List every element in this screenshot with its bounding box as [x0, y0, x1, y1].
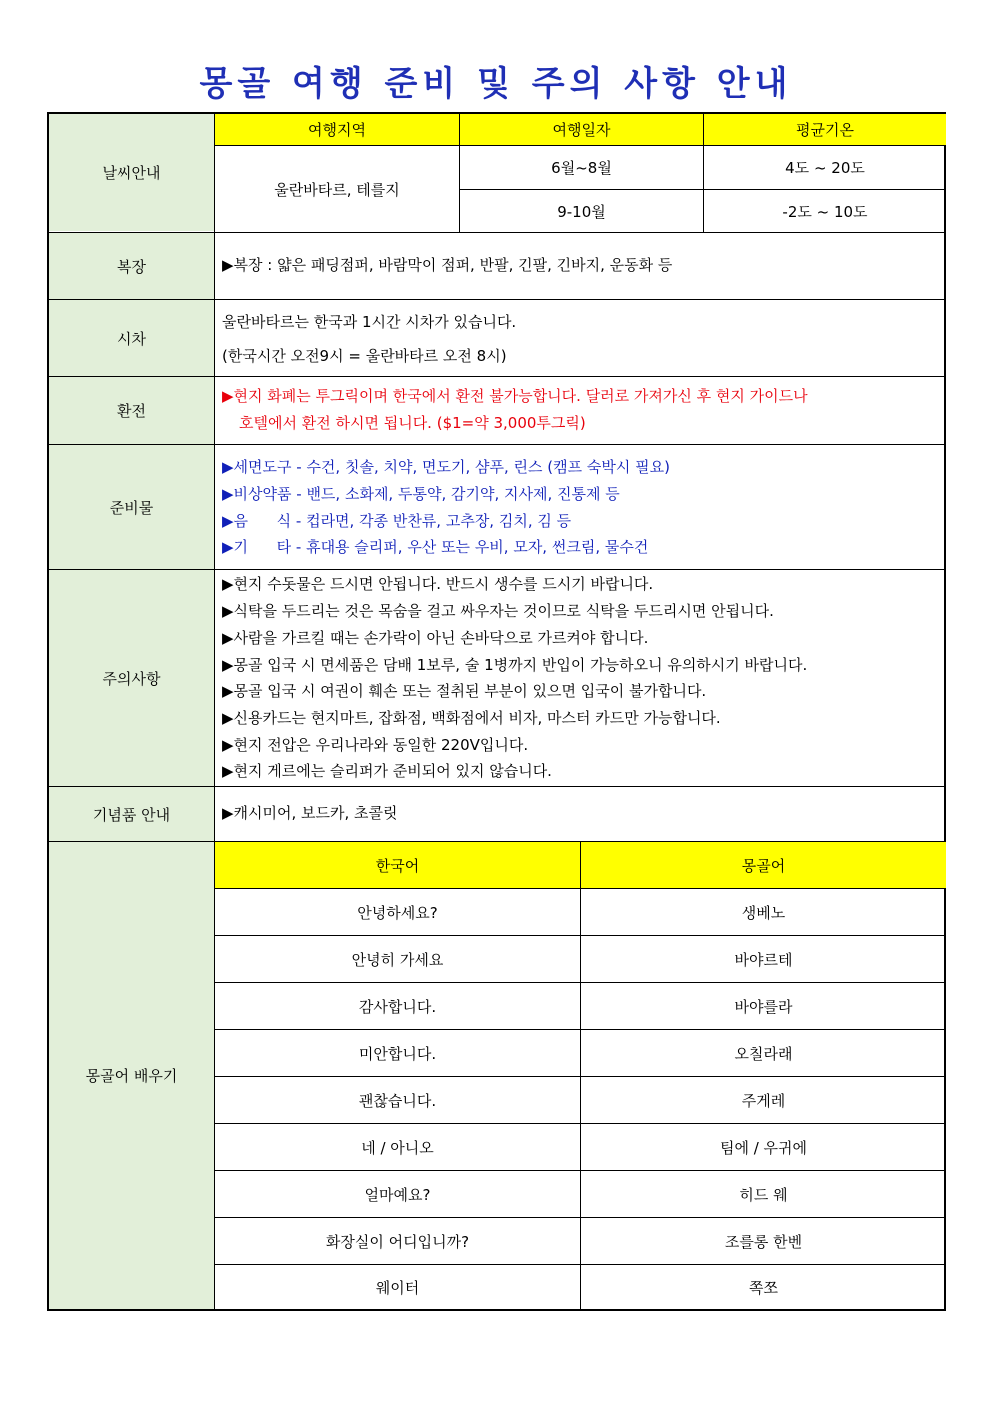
- caution-line: ▶현지 게르에는 슬리퍼가 준비되어 있지 않습니다.: [222, 762, 552, 780]
- column-divider: [703, 114, 704, 232]
- section-divider: [49, 569, 946, 570]
- caution-line: ▶현지 전압은 우리나라와 동일한 220V입니다.: [222, 736, 529, 754]
- phrase-mongolian: 생베노: [741, 903, 786, 922]
- temp-autumn: -2도 ~ 10도: [782, 202, 868, 221]
- phrase-korean: 감사합니다.: [358, 997, 437, 1016]
- caution-line: ▶신용카드는 현지마트, 잡화점, 백화점에서 비자, 마스터 카드만 가능합니다.: [222, 709, 721, 727]
- date-autumn: 9-10월: [557, 202, 606, 221]
- phrase-korean: 미안합니다.: [358, 1044, 437, 1063]
- time-diff-label: 시차: [49, 300, 214, 376]
- phrase-korean: 얼마예요?: [364, 1185, 431, 1204]
- exchange-label: 환전: [49, 377, 214, 444]
- header-korean: 한국어: [215, 842, 580, 888]
- phrases-label: 몽골어 배우기: [49, 842, 214, 1309]
- caution-line: ▶현지 수돗물은 드시면 안됩니다. 반드시 생수를 드시기 바랍니다.: [222, 575, 654, 593]
- temp-summer: 4도 ~ 20도: [785, 158, 865, 177]
- section-divider: [49, 232, 946, 233]
- supplies-line: ▶기 타 - 휴대용 슬리퍼, 우산 또는 우비, 모자, 썬크림, 물수건: [222, 538, 649, 556]
- caution-line: ▶몽골 입국 시 여권이 훼손 또는 절취된 부분이 있으면 입국이 불가합니다.: [222, 682, 707, 700]
- header-date: 여행일자: [460, 114, 703, 145]
- row-divider: [214, 1123, 946, 1124]
- supplies-line: ▶세면도구 - 수건, 칫솔, 치약, 면도기, 샴푸, 린스 (캠프 숙박시 필요): [222, 458, 670, 476]
- row-divider: [214, 888, 946, 889]
- caution-line: ▶사람을 가르킬 때는 손가락이 아닌 손바닥으로 가르켜야 합니다.: [222, 629, 649, 647]
- section-divider: [49, 299, 946, 300]
- time-diff-line-1: 울란바타르는 한국과 1시간 시차가 있습니다.: [222, 313, 517, 331]
- phrase-mongolian: 히드 웨: [739, 1185, 788, 1204]
- section-divider: [49, 376, 946, 377]
- phrase-mongolian: 주게레: [741, 1091, 786, 1110]
- time-diff-line-2: (한국시간 오전9시 = 울란바타르 오전 8시): [222, 347, 507, 365]
- region-value: 울란바타르, 테를지: [274, 180, 400, 199]
- clothing-label: 복장: [49, 233, 214, 299]
- phrase-mongolian: 조를롱 한벤: [724, 1232, 803, 1251]
- column-divider: [459, 114, 460, 232]
- phrase-korean: 괜찮습니다.: [358, 1091, 437, 1110]
- page-title: 몽골 여행 준비 및 주의 사항 안내: [199, 64, 793, 104]
- weather-label: 날씨안내: [49, 114, 214, 231]
- row-divider: [214, 982, 946, 983]
- supplies-label: 준비물: [49, 445, 214, 569]
- phrase-korean: 웨이터: [375, 1278, 420, 1297]
- phrase-korean: 네 / 아니오: [361, 1138, 434, 1157]
- supplies-line: ▶음 식 - 컵라면, 각종 반찬류, 고추장, 김치, 김 등: [222, 512, 572, 530]
- phrase-korean: 화장실이 어디입니까?: [325, 1232, 470, 1251]
- cautions-label: 주의사항: [49, 570, 214, 786]
- phrase-mongolian: 쪽쪼: [749, 1278, 778, 1297]
- header-mongolian: 몽골어: [581, 842, 946, 888]
- phrase-mongolian: 바야르테: [734, 950, 793, 969]
- phrase-korean: 안녕히 가세요: [351, 950, 444, 969]
- row-divider: [459, 189, 946, 190]
- header-region: 여행지역: [215, 114, 459, 145]
- caution-line: ▶몽골 입국 시 면세품은 담배 1보루, 술 1병까지 반입이 가능하오니 유의하시기 바랍니다.: [222, 656, 808, 674]
- section-divider: [49, 841, 946, 842]
- header-temp: 평균기온: [704, 114, 946, 145]
- caution-line: ▶식탁을 두드리는 것은 목숨을 걸고 싸우자는 것이므로 식탁을 두드리시면 안됩니다.: [222, 602, 774, 620]
- phrase-korean: 안녕하세요?: [357, 903, 438, 922]
- exchange-line-1: ▶현지 화폐는 투그릭이며 한국에서 환전 불가능합니다. 달러로 가져가신 후 현지 가이드나: [222, 387, 808, 405]
- phrase-mongolian: 오칠라래: [734, 1044, 793, 1063]
- exchange-line-2: 호텔에서 환전 하시면 됩니다. ($1=약 3,000투그릭): [239, 414, 586, 432]
- souvenir-label: 기념품 안내: [49, 787, 214, 841]
- date-summer: 6월~8월: [551, 158, 612, 177]
- souvenir-text: ▶캐시미어, 보드카, 초콜릿: [222, 804, 398, 822]
- supplies-line: ▶비상약품 - 밴드, 소화제, 두통약, 감기약, 지사제, 진통제 등: [222, 485, 620, 503]
- row-divider: [214, 1170, 946, 1171]
- row-divider: [214, 1264, 946, 1265]
- row-divider: [214, 145, 946, 146]
- section-divider: [49, 786, 946, 787]
- row-divider: [214, 1217, 946, 1218]
- phrase-mongolian: 팀에 / 우귀에: [719, 1138, 808, 1157]
- phrase-mongolian: 바야를라: [734, 997, 793, 1016]
- row-divider: [214, 1029, 946, 1030]
- section-divider: [49, 444, 946, 445]
- clothing-text: ▶복장 : 얇은 패딩점퍼, 바람막이 점퍼, 반팔, 긴팔, 긴바지, 운동화 등: [222, 256, 673, 274]
- row-divider: [214, 935, 946, 936]
- row-divider: [214, 1076, 946, 1077]
- guide-table: [47, 112, 946, 1311]
- column-divider: [214, 114, 215, 1311]
